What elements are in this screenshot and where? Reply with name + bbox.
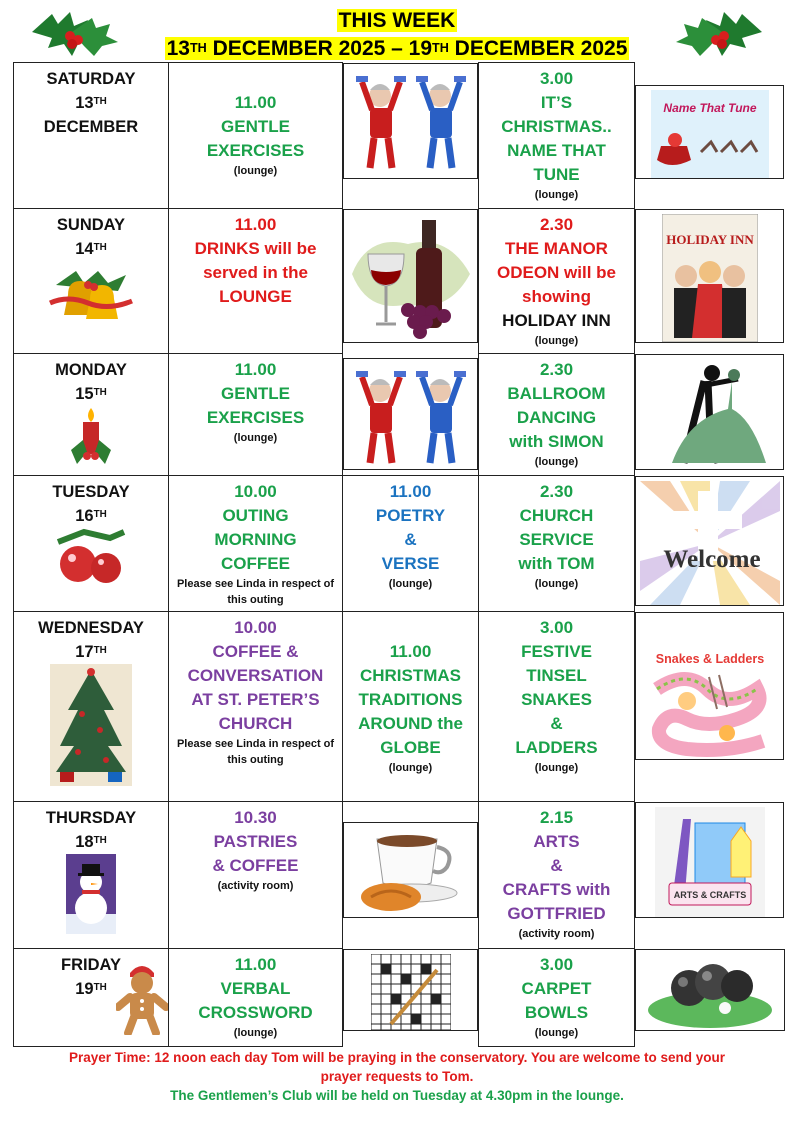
afternoon-activity: 2.15 ARTS & CRAFTS with GOTTFRIED (activity room) xyxy=(479,802,635,949)
afternoon-activity: 2.30 BALLROOM DANCING with SIMON (lounge) xyxy=(479,354,635,476)
midday-activity: 11.00 POETRY & VERSE (lounge) xyxy=(343,476,479,612)
afternoon-activity: 2.30 CHURCH SERVICE with TOM (lounge) xyxy=(479,476,635,612)
day-cell: SUNDAY 14TH xyxy=(14,209,169,354)
club-note: The Gentlemen’s Club will be held on Tuesday at 4.30pm in the lounge. xyxy=(170,1088,624,1103)
bells-icon xyxy=(48,265,134,335)
table-row xyxy=(14,802,785,949)
table-row xyxy=(14,612,785,802)
afternoon-activity: 3.00 FESTIVE TINSEL SNAKES & LADDERS (lounge) xyxy=(479,612,635,802)
afternoon-activity: 3.00 IT’S CHRISTMAS.. NAME THAT TUNE (lounge) xyxy=(479,63,635,209)
baubles-icon xyxy=(54,528,128,594)
afternoon-activity: 2.30 THE MANOR ODEON will be showing HOLIDAY INN (lounge) xyxy=(479,209,635,354)
snowman-icon xyxy=(66,854,116,934)
day-cell: SATURDAY 13TH DECEMBER xyxy=(14,63,169,209)
candle-icon xyxy=(69,406,113,468)
svg-text:Welcome: Welcome xyxy=(662,545,761,573)
day-cell: TUESDAY 16TH xyxy=(14,476,169,612)
image-cell xyxy=(635,85,784,179)
prayer-note: Prayer Time: 12 noon each day Tom will be praying in the conservatory. You are welcome to send your prayer requests to Tom. xyxy=(69,1050,725,1084)
table-row xyxy=(14,476,785,612)
svg-text:Snakes & Ladders: Snakes & Ladders xyxy=(655,651,764,666)
image-cell xyxy=(343,822,478,918)
afternoon-activity: 3.00 CARPET BOWLS (lounge) xyxy=(479,949,635,1047)
welcome-cross-icon xyxy=(640,481,780,605)
table-row xyxy=(14,209,785,354)
morning-activity: 10.00 COFFEE & CONVERSATION AT ST. PETER’S CHURCH Please see Linda in respect of this outing xyxy=(169,612,343,802)
crossword-icon xyxy=(371,954,451,1030)
table-row xyxy=(14,354,785,476)
image-cell xyxy=(635,949,785,1031)
exercise-icon xyxy=(348,68,474,178)
image-cell xyxy=(635,209,784,343)
snakes-ladders-icon xyxy=(647,649,773,759)
table-row xyxy=(14,949,785,1047)
morning-activity: 10.30 PASTRIES & COFFEE (activity room) xyxy=(169,802,343,949)
image-cell xyxy=(635,476,784,606)
film-poster-icon xyxy=(662,214,758,342)
image-cell xyxy=(635,612,784,760)
day-cell: MONDAY 15TH xyxy=(14,354,169,476)
day-cell: WEDNESDAY 17TH xyxy=(14,612,169,802)
morning-activity: 11.00 VERBAL CROSSWORD (lounge) xyxy=(169,949,343,1047)
morning-activity: 11.00 GENTLE EXERCISES (lounge) xyxy=(169,63,343,209)
gingerbread-icon xyxy=(116,959,168,1035)
day-cell: FRIDAY 19TH xyxy=(14,949,169,1047)
dancers-icon xyxy=(648,359,772,469)
date-range: 13TH DECEMBER 2025 – 19TH DECEMBER 2025 xyxy=(166,37,628,60)
santa-sleigh-icon xyxy=(651,90,769,178)
svg-text:ARTS & CRAFTS: ARTS & CRAFTS xyxy=(673,889,746,900)
midday-activity: 11.00 CHRISTMAS TRADITIONS AROUND the GLOBE (lounge) xyxy=(343,612,479,802)
image-cell xyxy=(343,209,478,343)
morning-activity: 10.00 OUTING MORNING COFFEE Please see Linda in respect of this outing xyxy=(169,476,343,612)
schedule-table xyxy=(13,62,785,1047)
image-cell xyxy=(635,802,784,918)
image-cell xyxy=(343,358,478,470)
svg-text:HOLIDAY INN: HOLIDAY INN xyxy=(665,231,754,247)
page-title: THIS WEEK xyxy=(338,9,456,32)
table-row xyxy=(14,63,785,209)
image-cell xyxy=(343,63,478,179)
coffee-pastry-icon xyxy=(355,827,467,917)
image-cell xyxy=(343,949,478,1031)
image-cell xyxy=(635,354,784,470)
bowls-icon xyxy=(645,954,775,1030)
morning-activity: 11.00 GENTLE EXERCISES (lounge) xyxy=(169,354,343,476)
art-supplies-icon xyxy=(655,807,765,917)
christmas-tree-icon xyxy=(50,664,132,786)
day-cell: THURSDAY 18TH xyxy=(14,802,169,949)
morning-activity: 11.00 DRINKS will be served in the LOUNGE xyxy=(169,209,343,354)
wine-grapes-icon xyxy=(348,214,474,342)
exercise-icon xyxy=(348,363,474,469)
svg-text:Name That Tune: Name That Tune xyxy=(662,100,757,115)
